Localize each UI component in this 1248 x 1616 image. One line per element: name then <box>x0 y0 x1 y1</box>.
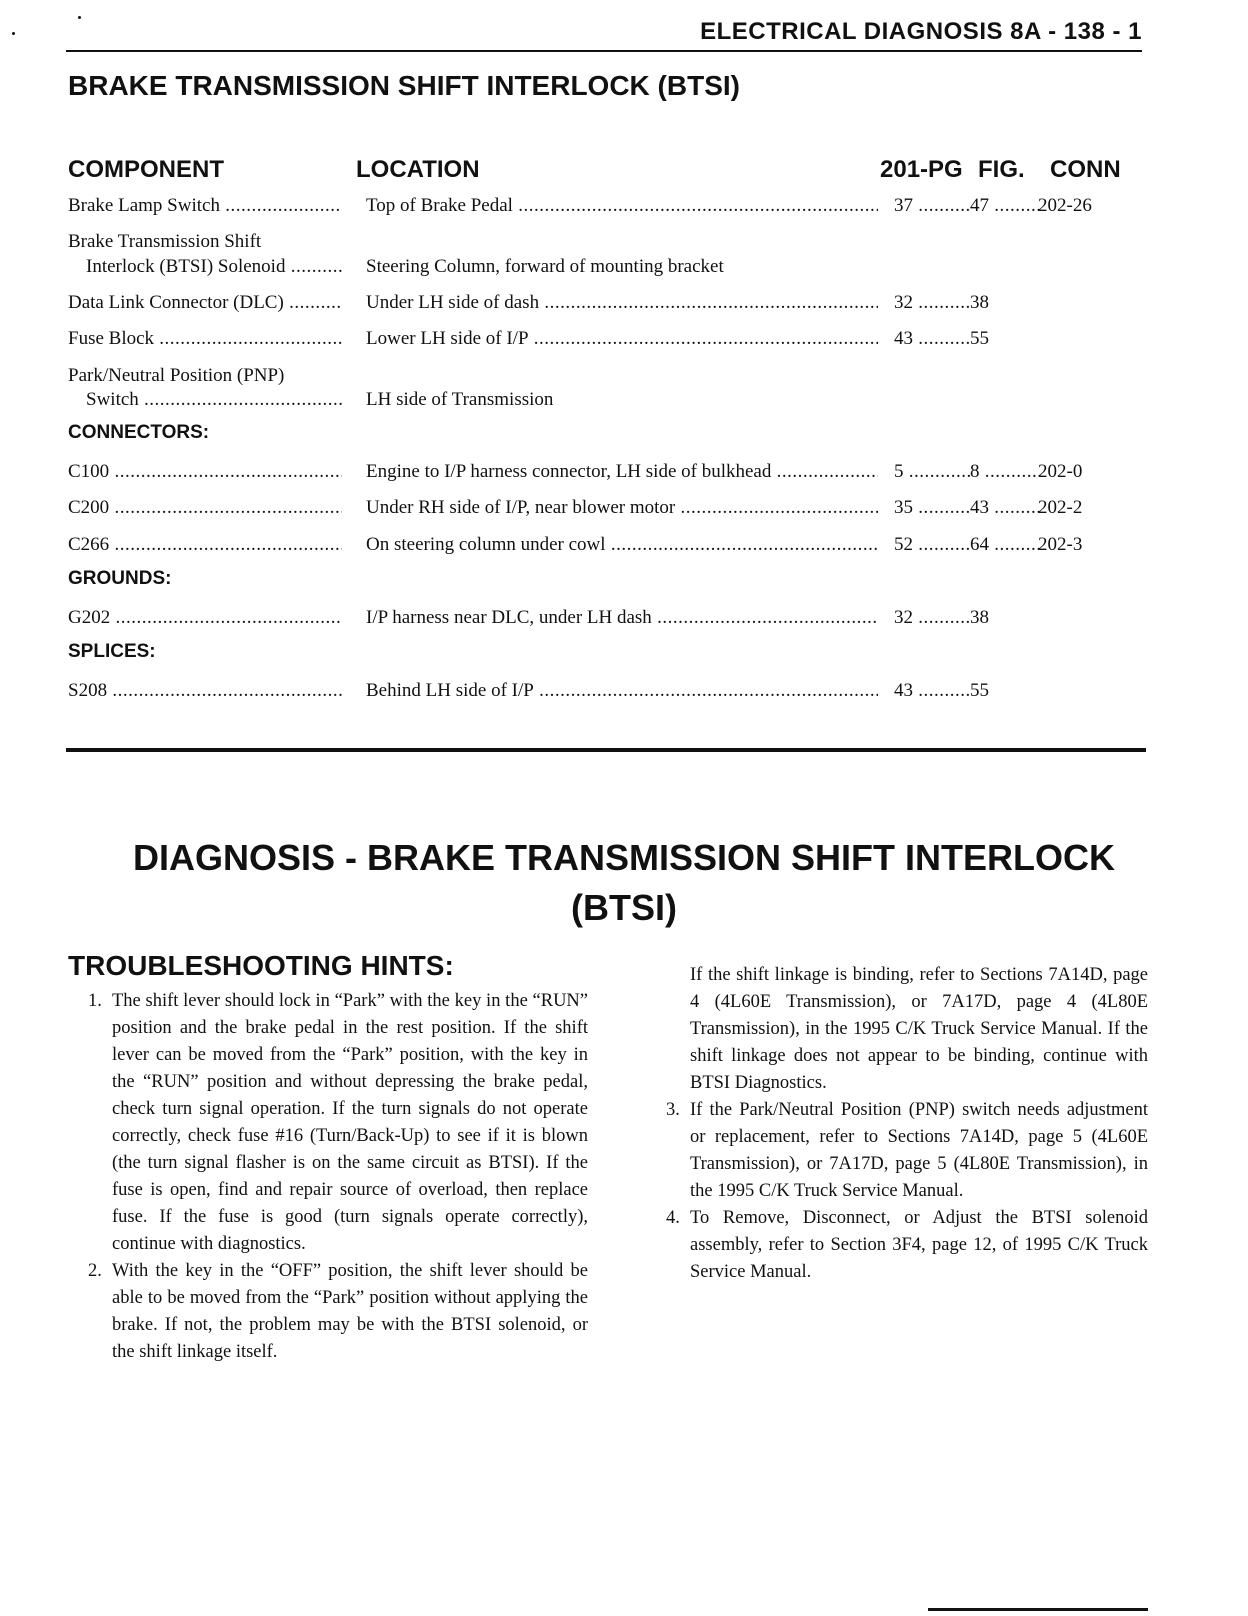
location-cell <box>366 604 878 632</box>
header-rule <box>66 50 1142 52</box>
location-text: LH side of Transmission <box>366 389 554 410</box>
scan-speck <box>78 16 81 19</box>
location-text: Steering Column, forward of mounting bracket <box>366 256 724 277</box>
list-item-text: If the shift linkage is binding, refer to Sections 7A14D, page 4 (4L60E Transmission), or 7A17D, page 4 (4L80E Transmission), in the 1995 C/K Truck Service Manual. If the shift linkage does not appear to be binding, continue with BTSI Diagnostics. <box>690 965 1148 1093</box>
list-item-text: To Remove, Disconnect, or Adjust the BTSI solenoid assembly, refer to Section 3F4, page 12, of 1995 C/K Truck Service Manual. <box>690 1208 1148 1282</box>
section-title: BRAKE TRANSMISSION SHIFT INTERLOCK (BTSI) <box>68 70 740 101</box>
column-header-location: LOCATION <box>356 156 480 183</box>
connector-ref: 202-26 <box>1038 195 1092 216</box>
location-cell <box>366 531 878 559</box>
list-item <box>88 988 588 1258</box>
location-text: I/P harness near DLC, under LH dash ..... <box>366 607 878 628</box>
splices-heading: SPLICES: <box>68 641 156 662</box>
splice-name: S208 ..... <box>68 677 342 705</box>
component-name-line1: Brake Transmission Shift <box>68 231 262 252</box>
page-ref: 32 ..... <box>894 604 970 632</box>
connector-name: C200 ..... <box>68 494 342 522</box>
page-ref: 32 ..... <box>894 289 970 317</box>
connector-name: C266 ..... <box>68 531 342 559</box>
ground-name: G202 ..... <box>68 604 342 632</box>
column-header-fig: FIG. <box>978 156 1025 183</box>
page-ref: 5 ..... <box>894 458 970 486</box>
location-cell <box>366 192 878 220</box>
table-row <box>68 604 1148 632</box>
page-ref: 43 ..... <box>894 325 970 353</box>
table-row <box>68 386 1148 414</box>
page-ref: 35 ..... <box>894 494 970 522</box>
location-text: Lower LH side of I/P ..... <box>366 328 878 349</box>
figure-ref: 55 <box>970 328 989 349</box>
page-ref: 52 ..... <box>894 531 970 559</box>
figure-ref: 55 <box>970 680 989 701</box>
diagnosis-title-line2: (BTSI) <box>571 887 677 928</box>
connector-ref: 202-0 <box>1038 461 1083 482</box>
table-row <box>68 289 1148 317</box>
list-item <box>666 1097 1148 1205</box>
troubleshooting-hints-heading: TROUBLESHOOTING HINTS: <box>68 950 454 981</box>
table-row <box>68 677 1148 705</box>
list-item-number: 2. <box>88 1261 102 1281</box>
component-name: Fuse Block ..... <box>68 325 342 353</box>
location-cell <box>366 289 878 317</box>
location-cell <box>366 677 878 705</box>
table-bottom-rule <box>66 748 1146 752</box>
table-row <box>68 325 1148 353</box>
column-header-component: COMPONENT <box>68 156 224 183</box>
list-item <box>88 1258 588 1366</box>
list-item-text: With the key in the “OFF” position, the shift lever should be able to be moved from the “Park” position without applying the brake. If not, the problem may be with the BTSI solenoid, or the shift linkage itself. <box>112 1261 588 1362</box>
connector-name: C100 ..... <box>68 458 342 486</box>
figure-ref: 43 ..... <box>970 494 1042 522</box>
figure-ref: 64 ..... <box>970 531 1042 559</box>
component-name: Data Link Connector (DLC) ..... <box>68 289 342 317</box>
location-text: Top of Brake Pedal ..... <box>366 195 878 216</box>
list-item-number: 3. <box>666 1100 680 1120</box>
component-name-line2: Switch ..... <box>86 386 342 414</box>
table-row <box>68 192 1148 220</box>
list-item-text: The shift lever should lock in “Park” with the key in the “RUN” position and the brake pedal in the rest position. If the shift lever can be moved from the “Park” position, with the key in the “RUN” position and without depressing the brake pedal, check turn signal operation. If the turn signals do not operate correctly, check fuse #16 (Turn/Back-Up) to see if it is blown (the turn signal flasher is on the same circuit as BTSI). If the fuse is open, find and repair source of overload, then replace fuse. If the fuse is good (turn signals operate correctly), continue with diagnostics. <box>112 991 588 1254</box>
location-cell <box>366 494 878 522</box>
table-row <box>68 253 1148 281</box>
location-text: Under RH side of I/P, near blower motor ..... <box>366 497 878 518</box>
component-name: Brake Lamp Switch ..... <box>68 192 342 220</box>
location-text: On steering column under cowl ..... <box>366 534 878 555</box>
figure-ref: 38 <box>970 292 989 313</box>
column-header-conn: CONN <box>1050 156 1121 183</box>
list-item <box>666 1205 1148 1286</box>
page-ref: 43 ..... <box>894 677 970 705</box>
table-row <box>68 228 1148 256</box>
table-row <box>68 494 1148 522</box>
table-row <box>68 458 1148 486</box>
component-name-line1: Park/Neutral Position (PNP) <box>68 365 285 386</box>
location-text: Under LH side of dash ..... <box>366 292 878 313</box>
grounds-heading: GROUNDS: <box>68 568 172 589</box>
scan-speck <box>12 32 15 35</box>
list-item-number: 1. <box>88 991 102 1011</box>
figure-ref: 8 ..... <box>970 458 1042 486</box>
figure-ref: 47 ..... <box>970 192 1042 220</box>
list-item-continuation <box>666 962 1148 1097</box>
connectors-heading: CONNECTORS: <box>68 422 210 443</box>
hints-list-right <box>666 962 1148 1286</box>
connector-ref: 202-3 <box>1038 534 1083 555</box>
component-name-line2: Interlock (BTSI) Solenoid ..... <box>86 253 342 281</box>
figure-ref: 38 <box>970 607 989 628</box>
location-text: Engine to I/P harness connector, LH side of bulkhead ..... <box>366 461 878 482</box>
location-cell <box>366 325 878 353</box>
location-text: Behind LH side of I/P ..... <box>366 680 878 701</box>
diagnosis-title-line1: DIAGNOSIS - BRAKE TRANSMISSION SHIFT INTERLOCK <box>132 837 1116 878</box>
page-ref: 37 ..... <box>894 192 970 220</box>
table-row <box>68 531 1148 559</box>
list-item-text: If the Park/Neutral Position (PNP) switch needs adjustment or replacement, refer to Sections 7A14D, page 5 (4L60E Transmission), or 7A17D, page 5 (4L80E Transmission), in the 1995 C/K Truck Service Manual. <box>690 1100 1148 1201</box>
page-header-title: ELECTRICAL DIAGNOSIS 8A - 138 - 1 <box>700 18 1142 45</box>
column-header-page: 201-PG <box>880 156 963 183</box>
hints-list-left <box>88 988 588 1366</box>
page-corner-rule <box>928 1608 1148 1611</box>
connector-ref: 202-2 <box>1038 497 1083 518</box>
location-cell <box>366 458 878 486</box>
list-item-number: 4. <box>666 1208 680 1228</box>
